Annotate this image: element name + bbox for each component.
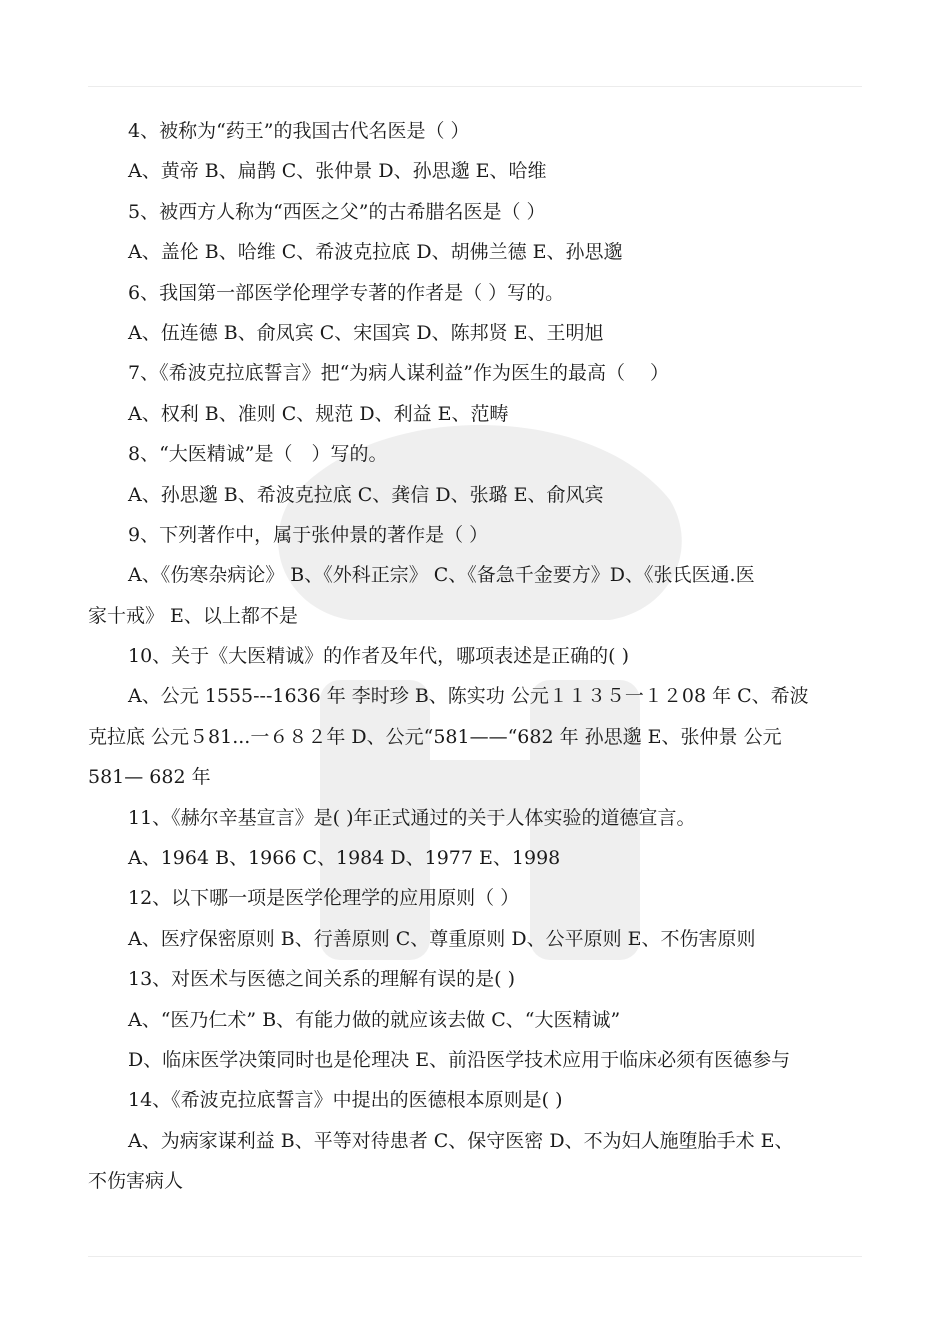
text-line: 13、对医术与医德之间关系的理解有误的是( ) bbox=[128, 968, 516, 991]
text-line: 6、我国第一部医学伦理学专著的作者是（ ）写的。 bbox=[128, 281, 565, 304]
text-line: A、医疗保密原则 B、行善原则 C、尊重原则 D、公平原则 E、不伤害原则 bbox=[128, 927, 756, 950]
text-line: 不伤害病人 bbox=[88, 1170, 184, 1193]
text-line: A、伍连德 B、俞凤宾 C、宋国宾 D、陈邦贤 E、王明旭 bbox=[128, 321, 604, 344]
text-line: 克拉底 公元５81...一６８２年 D、公元“581——“682 年 孙思邈 E、张仲景 公元 bbox=[88, 725, 782, 748]
text-line: A、公元 1555---1636 年 李时珍 B、陈实功 公元１１３５一１２08 年 C、希波 bbox=[128, 685, 809, 708]
text-line: 14、《希波克拉底誓言》中提出的医德根本原则是( ) bbox=[128, 1089, 563, 1112]
text-line: A、盖伦 B、哈维 C、希波克拉底 D、胡佛兰德 E、孙思邈 bbox=[128, 241, 623, 264]
question-list bbox=[88, 111, 862, 1202]
text-line: 4、被称为“药王”的我国古代名医是（ ） bbox=[128, 120, 470, 142]
text-line: 581— 682 年 bbox=[88, 766, 211, 789]
text-line: 5、被西方人称为“西医之父”的古希腊名医是（ ） bbox=[128, 200, 546, 223]
footer-rule bbox=[88, 1256, 862, 1257]
text-line: A、《伤寒杂病论》 B、《外科正宗》 C、《备急千金要方》D、《张氏医通.医 bbox=[128, 564, 755, 587]
text-line: A、为病家谋利益 B、平等对待患者 C、保守医密 D、不为妇人施堕胎手术 E、 bbox=[128, 1129, 794, 1152]
header-rule bbox=[88, 86, 862, 87]
text-line: 11、《赫尔辛基宣言》是( )年正式通过的关于人体实验的道德宣言。 bbox=[128, 806, 696, 829]
text-line: A、1964 B、1966 C、1984 D、1977 E、1998 bbox=[128, 847, 561, 870]
text-line: 9、下列著作中，属于张仲景的著作是（ ） bbox=[128, 523, 489, 546]
text-line: 家十戒》 E、以上都不是 bbox=[88, 604, 298, 627]
text-line: A、黄帝 B、扁鹊 C、张仲景 D、孙思邈 E、哈维 bbox=[128, 160, 547, 183]
text-line: 7、《希波克拉底誓言》把“为病人谋利益”作为医生的最高（ ） bbox=[128, 362, 670, 385]
text-line: A、权利 B、准则 C、规范 D、利益 E、范畴 bbox=[128, 402, 509, 425]
text-line: A、“医乃仁术” B、有能力做的就应该去做 C、“大医精诚” bbox=[128, 1008, 621, 1031]
text-line: 8、“大医精诚”是（ ）写的。 bbox=[128, 443, 388, 466]
text-line: 10、关于《大医精诚》的作者及年代，哪项表述是正确的( ) bbox=[128, 645, 630, 668]
text-line: A、孙思邈 B、希波克拉底 C、龚信 D、张璐 E、俞风宾 bbox=[128, 483, 604, 506]
text-line: D、临床医学决策同时也是伦理决 E、前沿医学技术应用于临床必须有医德参与 bbox=[128, 1048, 791, 1071]
text-line: 12、以下哪一项是医学伦理学的应用原则（ ） bbox=[128, 887, 520, 910]
